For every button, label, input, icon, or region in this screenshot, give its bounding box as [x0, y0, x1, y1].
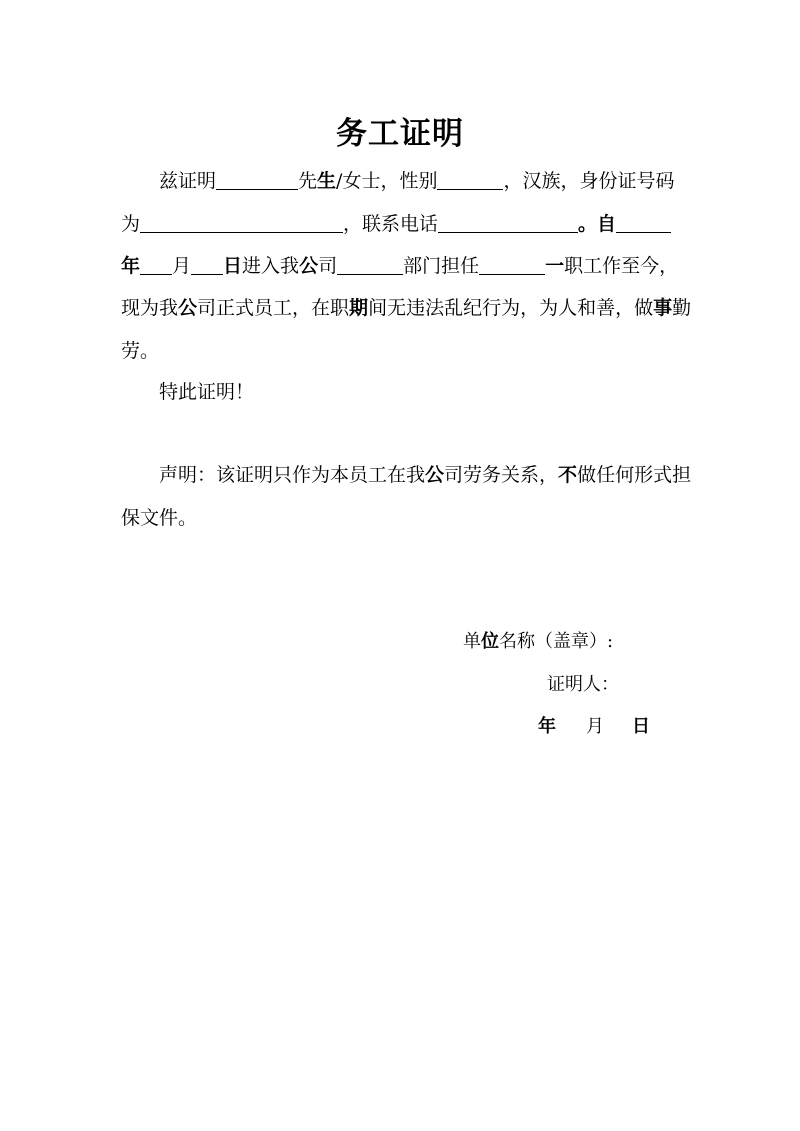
- name-blank[interactable]: [216, 169, 298, 190]
- text: ，联系电话: [343, 213, 439, 235]
- body-line-4: [121, 296, 692, 320]
- text: 先: [298, 170, 318, 192]
- date-day: 日: [632, 716, 650, 737]
- text: 位: [481, 631, 499, 652]
- text: 公: [178, 297, 198, 319]
- text: 声明：该证明只作为本员工在我: [159, 464, 426, 486]
- text: ，汉族，身份证号码: [503, 170, 675, 192]
- text: 不: [558, 464, 578, 486]
- statement-line-1: [121, 463, 719, 487]
- department-blank[interactable]: [337, 254, 403, 275]
- date-month: 月: [586, 716, 604, 737]
- closing-line: [121, 380, 719, 404]
- text: 职工作至今，: [564, 255, 679, 277]
- text: 日: [223, 255, 243, 277]
- start-month-blank[interactable]: [140, 254, 172, 275]
- text: 勤: [672, 297, 692, 319]
- body-line-1: [121, 169, 719, 193]
- text: 司劳务关系，: [444, 464, 559, 486]
- text: 名称（盖章）:: [499, 631, 614, 652]
- text: 一: [545, 255, 565, 277]
- start-year-blank[interactable]: [616, 212, 671, 233]
- body-line-5: [121, 339, 681, 363]
- text: 劳。: [121, 340, 160, 362]
- text: 间无违法乱纪行为，为人和善，做: [368, 297, 654, 319]
- text: 年: [121, 255, 141, 277]
- text: 做任何形式担: [577, 464, 692, 486]
- text: /女士，性别: [336, 170, 438, 192]
- text: 为: [121, 213, 141, 235]
- text: 部门担任: [403, 255, 480, 277]
- text: 期: [349, 297, 369, 319]
- witness-label: [547, 673, 619, 697]
- text: 公: [425, 464, 445, 486]
- statement-line-2: [121, 506, 681, 530]
- text: 单: [463, 631, 481, 652]
- unit-name-label: [463, 630, 613, 654]
- start-day-blank[interactable]: [191, 254, 223, 275]
- text: 月: [172, 255, 192, 277]
- text: 。自: [578, 213, 617, 235]
- text: 司正式员工，在职: [197, 297, 350, 319]
- text: 事: [653, 297, 673, 319]
- text: 公: [299, 255, 319, 277]
- text: 现为我: [121, 297, 179, 319]
- date-year: 年: [538, 716, 556, 737]
- phone-blank[interactable]: [438, 212, 578, 233]
- gender-blank[interactable]: [437, 169, 503, 190]
- text: 进入我: [242, 255, 300, 277]
- text: 证明人：: [547, 674, 619, 695]
- body-line-2: [121, 212, 681, 236]
- position-blank[interactable]: [479, 254, 545, 275]
- id-number-blank[interactable]: [140, 212, 343, 233]
- page-title: 务工证明: [336, 116, 464, 152]
- text: 兹证明: [159, 170, 217, 192]
- text: 司: [318, 255, 338, 277]
- text: 生: [317, 170, 337, 192]
- body-line-3: [121, 254, 681, 278]
- text: 特此证明！: [159, 381, 255, 403]
- text: 保文件。: [121, 507, 198, 529]
